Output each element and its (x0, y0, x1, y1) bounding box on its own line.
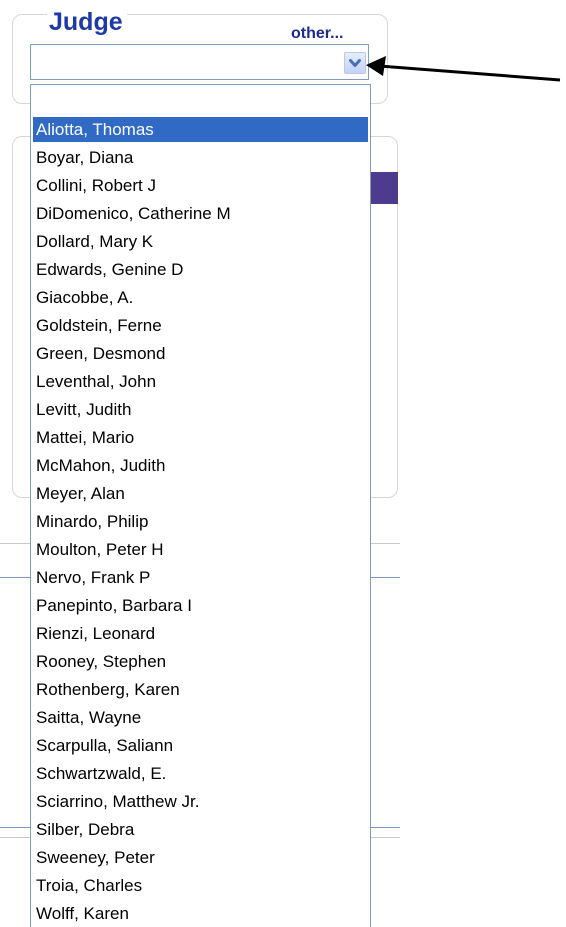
judge-option[interactable]: Minardo, Philip (36, 512, 149, 531)
judge-option[interactable]: Dollard, Mary K (36, 232, 154, 251)
judge-option[interactable]: Mattei, Mario (36, 428, 135, 447)
chevron-down-icon (349, 59, 361, 68)
judge-option[interactable]: Giacobbe, A. (36, 288, 134, 307)
judge-options-list[interactable] (30, 84, 371, 927)
judge-option[interactable]: Leventhal, John (36, 372, 157, 391)
judge-option[interactable]: Rooney, Stephen (36, 652, 167, 671)
judge-option[interactable]: Aliotta, Thomas (33, 117, 368, 142)
judge-option[interactable]: Silber, Debra (36, 820, 135, 839)
judge-select[interactable] (30, 44, 369, 80)
judge-option[interactable]: Rothenberg, Karen (36, 680, 180, 699)
judge-select-toggle[interactable] (344, 52, 366, 74)
judge-option[interactable]: McMahon, Judith (36, 456, 166, 475)
judge-option[interactable]: Green, Desmond (36, 344, 166, 363)
judge-option[interactable]: Saitta, Wayne (36, 708, 142, 727)
other-link[interactable]: other... (291, 25, 344, 42)
background-header-bar (368, 172, 398, 204)
judge-option[interactable]: Boyar, Diana (36, 148, 134, 167)
arrow-left-icon (366, 54, 562, 84)
judge-option[interactable]: Schwartzwald, E. (36, 764, 167, 783)
judge-option[interactable]: Collini, Robert J (36, 176, 156, 195)
judge-option[interactable]: Sciarrino, Matthew Jr. (36, 792, 200, 811)
judge-option[interactable]: DiDomenico, Catherine M (36, 204, 231, 223)
judge-option[interactable]: Panepinto, Barbara I (36, 596, 192, 615)
judge-option[interactable]: Edwards, Genine D (36, 260, 184, 279)
judge-option[interactable]: Levitt, Judith (36, 400, 132, 419)
judge-option[interactable]: Meyer, Alan (36, 484, 125, 503)
judge-option[interactable]: Scarpulla, Saliann (36, 736, 174, 755)
judge-option[interactable]: Sweeney, Peter (36, 848, 155, 867)
judge-option[interactable]: Moulton, Peter H (36, 540, 164, 559)
judge-option[interactable]: Wolff, Karen (36, 904, 129, 923)
judge-option-blank[interactable] (33, 89, 368, 114)
judge-option[interactable]: Rienzi, Leonard (36, 624, 156, 643)
judge-option[interactable]: Troia, Charles (36, 876, 143, 895)
judge-option[interactable]: Nervo, Frank P (36, 568, 151, 587)
judge-legend: Judge (47, 9, 127, 35)
judge-option[interactable]: Goldstein, Ferne (36, 316, 162, 335)
